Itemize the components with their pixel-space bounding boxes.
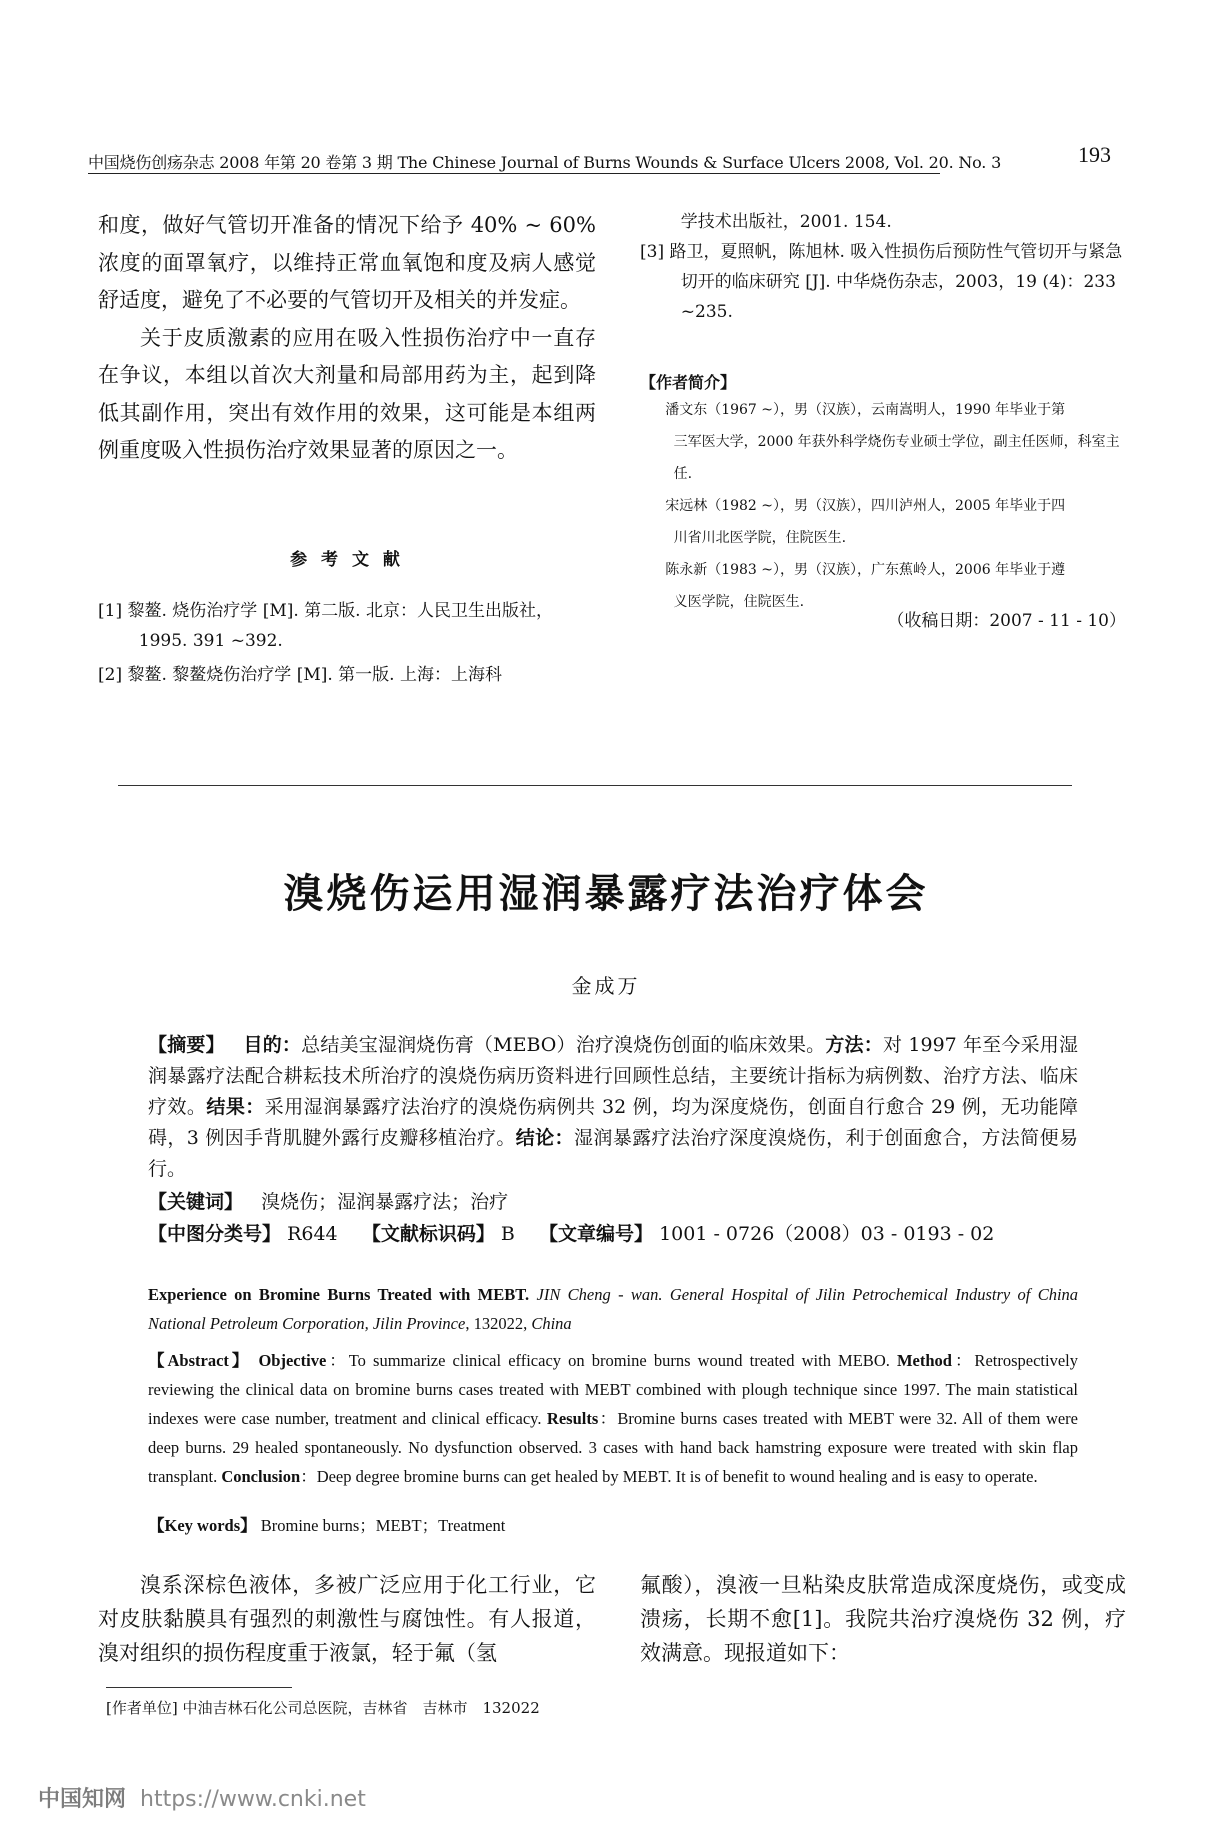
- conclusion-en-text: ：Deep degree bromine burns can get healed by MEBT. It is of benefit to wound healing and is easy to operate.: [300, 1467, 1038, 1486]
- results-en-label: Results: [546, 1409, 599, 1428]
- abstract-en-label: 【Abstract】: [148, 1351, 252, 1370]
- body-paragraph: 氟酸），溴液一旦粘染皮肤常造成深度烧伤，或变成溃疡，长期不愈[1]。我院共治疗溴烧伤 32 例，疗效满意。现报道如下：: [640, 1573, 1126, 1665]
- left-column: [98, 207, 596, 470]
- header-rule: [88, 173, 940, 174]
- method-en-text: ：Retrospectively reviewing the clinical data on bromine burns cases treated with MEBT combined with plough technique since 1997. The main statistical indexes were case number, treatment and clinical efficacy.: [148, 1351, 1078, 1428]
- right-column-refs: [640, 207, 1126, 327]
- author-bio-line: 宋远林（1982 ~），男（汉族），四川泸州人，2005 年毕业于四: [665, 498, 1066, 514]
- footnote-rule: [106, 1687, 292, 1688]
- keywords-en-text: Bromine burns；MEBT；Treatment: [260, 1516, 506, 1535]
- english-title: Experience on Bromine Burns Treated with MEBT.: [148, 1285, 530, 1304]
- objective-en-label: Objective: [258, 1351, 327, 1370]
- author-bio-line: 陈永新（1983 ~），男（汉族），广东蕉岭人，2006 年毕业于遵: [665, 562, 1066, 578]
- author-bios: [640, 394, 1126, 618]
- method-text: 对 1997 年至今采用湿润暴露疗法配合耕耘技术所治疗的溴烧伤病历资料进行回顾性总结，主要统计指标为病例数、治疗方法、临床疗效。: [148, 1034, 1078, 1118]
- english-postcode: , 132022,: [465, 1314, 528, 1333]
- conclusion-label: 结论：: [515, 1127, 574, 1149]
- author-name: 金成万: [571, 974, 641, 998]
- intro-right: [640, 1568, 1126, 1670]
- english-citation: [148, 1280, 1078, 1338]
- abstract-label: 【摘要】: [148, 1034, 225, 1056]
- abstract-zh: [148, 1030, 1078, 1185]
- conclusion-en-label: Conclusion: [221, 1467, 301, 1486]
- references-heading: 参 考 文 献: [290, 550, 404, 570]
- keywords-label: 【关键词】: [148, 1191, 244, 1213]
- cnki-watermark: [38, 1782, 366, 1813]
- english-country: China: [531, 1314, 572, 1333]
- article-number-value: 1001 - 0726（2008）03 - 0193 - 02: [659, 1223, 995, 1245]
- results-en-text: ：Bromine burns cases treated with MEBT were 32. All of them were deep burns. 29 healed spontaneously. No dysfunction observed. 3 cases with hand back hamstring exposure were treated with skin flap transplant.: [148, 1409, 1079, 1486]
- keywords-text: 溴烧伤；湿润暴露疗法；治疗: [261, 1191, 509, 1213]
- author-bio-line: 川省川北医学院，住院医生.: [673, 530, 847, 546]
- abstract-en: [148, 1346, 1078, 1491]
- references-list: [98, 596, 596, 690]
- cnki-logo: 中国知网: [38, 1787, 127, 1812]
- method-label: 方法：: [825, 1034, 883, 1056]
- keywords-en-label: 【Key words】: [148, 1516, 257, 1535]
- keywords-zh: [148, 1187, 1078, 1218]
- author-bio-heading: 【作者简介】: [640, 373, 737, 392]
- author-bio: [640, 394, 1126, 490]
- author-affiliation-footnote: [作者单位] 中油吉林石化公司总医院，吉林省 吉林市 132022: [106, 1699, 540, 1717]
- author-bio-line: 三军医大学，2000 年获外科学烧伤专业硕士学位，副主任医师，科室主任.: [673, 434, 1120, 482]
- english-author: JIN Cheng - wan.: [536, 1285, 663, 1304]
- body-paragraph: 和度，做好气管切开准备的情况下给予 40% ~ 60% 浓度的面罩氧疗，以维持正常血氧饱和度及病人感觉舒适度，避免了不必要的气管切开及相关的并发症。: [98, 213, 596, 312]
- conclusion-text: 湿润暴露疗法治疗深度溴烧伤，利于创面愈合，方法简便易行。: [148, 1127, 1078, 1180]
- reference-item: [1] 黎鳌. 烧伤治疗学 [M]. 第二版. 北京：人民卫生出版社，1995. 391 ~392.: [98, 601, 553, 651]
- article-divider: [118, 785, 1072, 786]
- objective-text: 总结美宝湿润烧伤膏（MEBO）治疗溴烧伤创面的临床效果。: [301, 1034, 826, 1056]
- author-bio-line: 潘文东（1967 ~），男（汉族），云南嵩明人，1990 年毕业于第: [665, 402, 1066, 418]
- doc-code-value: B: [500, 1223, 515, 1245]
- page-number: 193: [1078, 142, 1111, 167]
- objective-en-text: ：To summarize clinical efficacy on bromine burns wound treated with MEBO.: [326, 1351, 890, 1370]
- running-header: 中国烧伤创疡杂志 2008 年第 20 卷第 3 期 The Chinese Journal of Burns Wounds & Surface Ulcers 2008, Vol. 20. No. 3: [88, 153, 1002, 172]
- reference-item: [2] 黎鳌. 黎鳌烧伤治疗学 [M]. 第一版. 上海：上海科: [98, 665, 502, 685]
- doc-code-label: 【文献标识码】: [361, 1223, 495, 1245]
- results-label: 结果：: [206, 1096, 265, 1118]
- body-paragraph: 溴系深棕色液体，多被广泛应用于化工行业，它对皮肤黏膜具有强烈的刺激性与腐蚀性。有人报道，溴对组织的损伤程度重于液氯，轻于氟（氢: [98, 1573, 596, 1665]
- body-paragraph: 关于皮质激素的应用在吸入性损伤治疗中一直存在争议，本组以首次大剂量和局部用药为主，起到降低其副作用，突出有效作用的效果，这可能是本组两例重度吸入性损伤治疗效果显著的原因之一。: [98, 325, 596, 462]
- reference-item: 学技术出版社，2001. 154.: [680, 212, 892, 232]
- clc-label: 【中图分类号】: [148, 1223, 282, 1245]
- method-en-label: Method: [896, 1351, 952, 1370]
- english-affiliation: General Hospital of Jilin Petrochemical Industry of China National Petroleum Corporation: [148, 1285, 1079, 1333]
- article-number-label: 【文章编号】: [539, 1223, 654, 1245]
- reference-item: [3] 路卫，夏照帆，陈旭林. 吸入性损伤后预防性气管切开与紧急切开的临床研究 [J]. 中华烧伤杂志，2003，19 (4)：233 ~235.: [640, 242, 1123, 322]
- received-date: （收稿日期：2007 - 11 - 10）: [887, 611, 1126, 631]
- results-text: 采用湿润暴露疗法治疗的溴烧伤病例共 32 例，均为深度烧伤，创面自行愈合 29 例，无功能障碍，3 例因手背肌腱外露行皮瓣移植治疗。: [148, 1096, 1078, 1149]
- intro-left: [98, 1568, 596, 1670]
- classification-line: [148, 1219, 1078, 1250]
- objective-label: 目的：: [243, 1034, 302, 1056]
- english-province: , Jilin Province: [364, 1314, 466, 1333]
- author-bio: [640, 490, 1126, 554]
- keywords-en: [148, 1511, 1078, 1540]
- article-title: 溴烧伤运用湿润暴露疗法治疗体会: [283, 871, 929, 917]
- cnki-url: https://www.cnki.net: [140, 1787, 366, 1812]
- author-bio-line: 义医学院，住院医生.: [673, 594, 805, 610]
- clc-value: R644: [287, 1223, 338, 1245]
